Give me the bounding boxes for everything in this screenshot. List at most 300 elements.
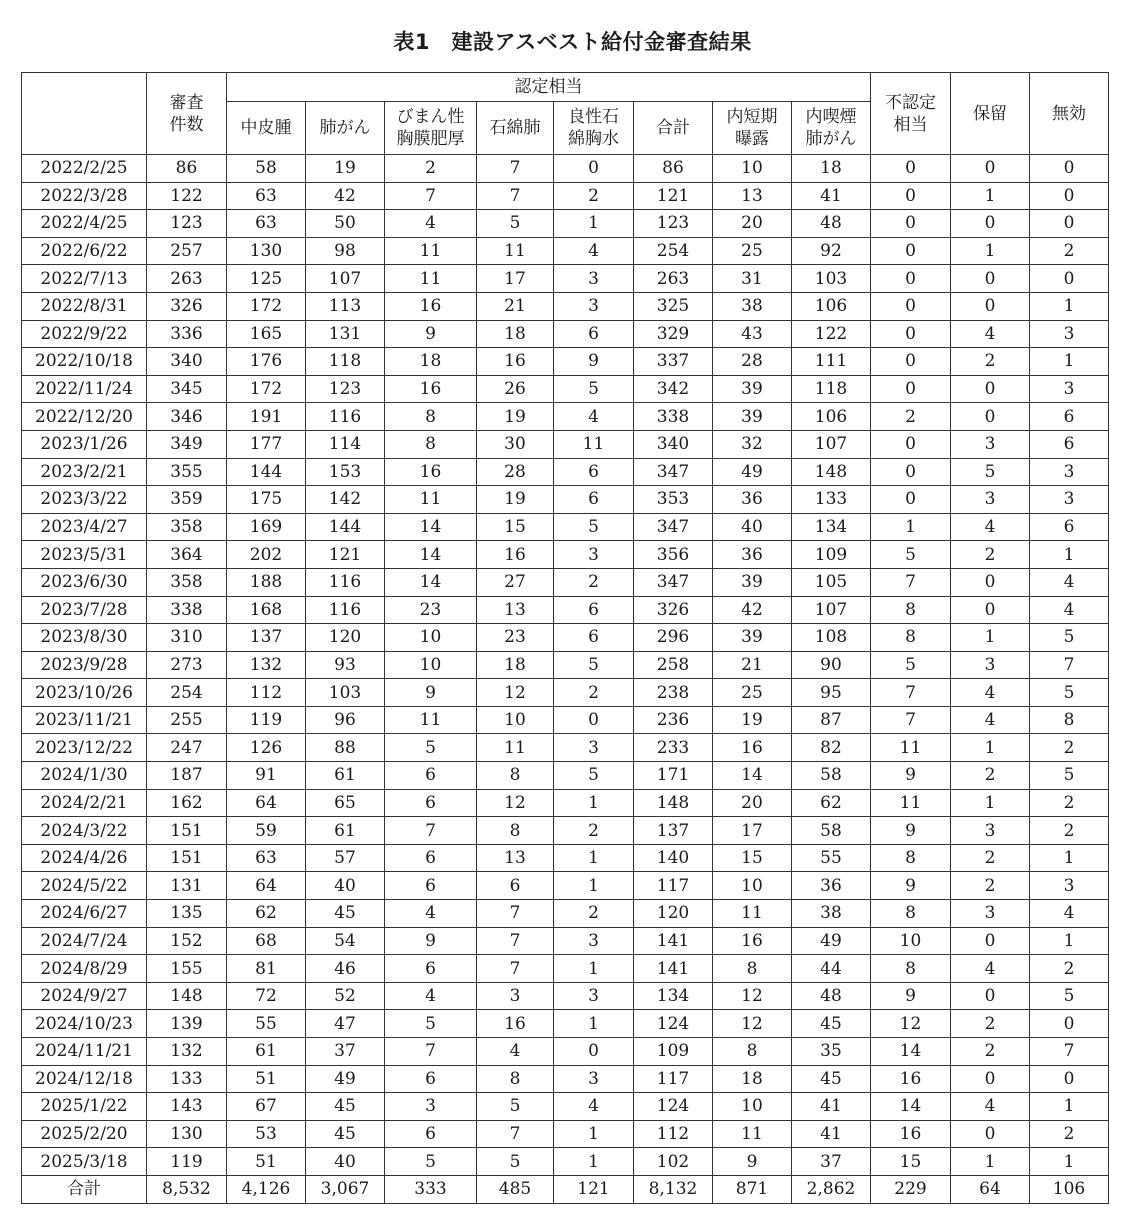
cell-not-certified: 12	[871, 1010, 951, 1038]
cell-mesothelioma: 202	[227, 541, 306, 569]
cell-asbestosis: 16	[477, 348, 554, 376]
table-row	[22, 320, 1109, 348]
asbestos-review-table	[21, 72, 1109, 1204]
cell-smoking-lung-cancer: 118	[792, 375, 871, 403]
cell-date: 2022/3/28	[22, 182, 147, 210]
cell-pending: 4	[951, 706, 1030, 734]
cell-review-count: 132	[147, 1038, 227, 1066]
cell-asbestosis: 7	[477, 955, 554, 983]
cell-review-count: 122	[147, 182, 227, 210]
cell-not-certified: 10	[871, 927, 951, 955]
cell-subtotal: 123	[634, 210, 713, 238]
cell-pleural-thickening: 7	[385, 182, 477, 210]
cell-date: 2023/7/28	[22, 596, 147, 624]
cell-invalid: 2	[1030, 955, 1109, 983]
cell-smoking-lung-cancer: 82	[792, 734, 871, 762]
cell-pending: 1	[951, 734, 1030, 762]
cell-not-certified: 16	[871, 1065, 951, 1093]
cell-review-count: 133	[147, 1065, 227, 1093]
cell-subtotal: 347	[634, 458, 713, 486]
cell-lung-cancer: 120	[306, 624, 385, 652]
cell-date: 2022/4/25	[22, 210, 147, 238]
cell-review-count: 123	[147, 210, 227, 238]
table-row	[22, 403, 1109, 431]
cell-pleural-thickening: 8	[385, 403, 477, 431]
cell-date: 2024/7/24	[22, 927, 147, 955]
cell-smoking-lung-cancer: 37	[792, 1148, 871, 1176]
cell-mesothelioma: 91	[227, 762, 306, 790]
cell-review-count: 364	[147, 541, 227, 569]
cell-subtotal: 238	[634, 679, 713, 707]
cell-asbestosis: 18	[477, 320, 554, 348]
cell-mesothelioma: 55	[227, 1010, 306, 1038]
cell-mesothelioma: 72	[227, 982, 306, 1010]
cell-review-count: 338	[147, 596, 227, 624]
cell-mesothelioma: 172	[227, 292, 306, 320]
cell-pending: 4	[951, 513, 1030, 541]
cell-short-exposure: 19	[713, 706, 792, 734]
cell-pending: 2	[951, 1010, 1030, 1038]
cell-subtotal: 347	[634, 513, 713, 541]
cell-lung-cancer: 61	[306, 817, 385, 845]
cell-mesothelioma: 63	[227, 844, 306, 872]
cell-pending: 1	[951, 182, 1030, 210]
cell-review-count: 131	[147, 872, 227, 900]
cell-review-count: 155	[147, 955, 227, 983]
cell-short-exposure: 39	[713, 375, 792, 403]
cell-not-certified: 11	[871, 789, 951, 817]
cell-benign-effusion: 1	[554, 1148, 634, 1176]
cell-lung-cancer: 40	[306, 1148, 385, 1176]
cell-benign-effusion: 3	[554, 1065, 634, 1093]
cell-review-count: 263	[147, 265, 227, 293]
cell-smoking-lung-cancer: 133	[792, 486, 871, 514]
cell-mesothelioma: 67	[227, 1093, 306, 1121]
cell-asbestosis: 13	[477, 844, 554, 872]
cell-lung-cancer: 113	[306, 292, 385, 320]
table-row	[22, 1120, 1109, 1148]
cell-pleural-thickening: 10	[385, 624, 477, 652]
cell-date: 2023/8/30	[22, 624, 147, 652]
cell-benign-effusion: 0	[554, 706, 634, 734]
cell-pending: 2	[951, 844, 1030, 872]
cell-pleural-thickening: 16	[385, 458, 477, 486]
cell-mesothelioma: 176	[227, 348, 306, 376]
cell-lung-cancer: 107	[306, 265, 385, 293]
table-row	[22, 1093, 1109, 1121]
cell-short-exposure: 43	[713, 320, 792, 348]
cell-short-exposure: 25	[713, 237, 792, 265]
cell-subtotal: 117	[634, 872, 713, 900]
cell-not-certified: 7	[871, 679, 951, 707]
cell-subtotal: 326	[634, 596, 713, 624]
cell-not-certified: 0	[871, 320, 951, 348]
table-row	[22, 210, 1109, 238]
cell-pleural-thickening: 4	[385, 900, 477, 928]
cell-lung-cancer: 88	[306, 734, 385, 762]
total-date: 合計	[22, 1175, 147, 1203]
cell-pending: 2	[951, 872, 1030, 900]
cell-asbestosis: 7	[477, 1120, 554, 1148]
cell-asbestosis: 17	[477, 265, 554, 293]
cell-lung-cancer: 46	[306, 955, 385, 983]
cell-invalid: 7	[1030, 1038, 1109, 1066]
cell-pending: 1	[951, 237, 1030, 265]
header-benign-effusion	[554, 102, 634, 155]
cell-pleural-thickening: 11	[385, 706, 477, 734]
cell-pleural-thickening: 4	[385, 210, 477, 238]
cell-benign-effusion: 2	[554, 817, 634, 845]
table-row	[22, 458, 1109, 486]
table-row	[22, 844, 1109, 872]
cell-smoking-lung-cancer: 122	[792, 320, 871, 348]
cell-benign-effusion: 3	[554, 292, 634, 320]
cell-subtotal: 171	[634, 762, 713, 790]
cell-mesothelioma: 51	[227, 1148, 306, 1176]
cell-invalid: 6	[1030, 430, 1109, 458]
cell-not-certified: 9	[871, 762, 951, 790]
cell-subtotal: 124	[634, 1093, 713, 1121]
cell-not-certified: 0	[871, 155, 951, 183]
cell-invalid: 3	[1030, 872, 1109, 900]
cell-short-exposure: 9	[713, 1148, 792, 1176]
cell-invalid: 1	[1030, 844, 1109, 872]
cell-subtotal: 325	[634, 292, 713, 320]
cell-short-exposure: 36	[713, 486, 792, 514]
cell-mesothelioma: 62	[227, 900, 306, 928]
cell-pleural-thickening: 23	[385, 596, 477, 624]
cell-date: 2024/12/18	[22, 1065, 147, 1093]
total-pleural-thickening: 333	[385, 1175, 477, 1203]
cell-mesothelioma: 61	[227, 1038, 306, 1066]
cell-smoking-lung-cancer: 107	[792, 596, 871, 624]
cell-pending: 3	[951, 486, 1030, 514]
cell-review-count: 151	[147, 817, 227, 845]
cell-pending: 3	[951, 900, 1030, 928]
cell-not-certified: 16	[871, 1120, 951, 1148]
cell-lung-cancer: 47	[306, 1010, 385, 1038]
cell-invalid: 4	[1030, 568, 1109, 596]
cell-not-certified: 9	[871, 982, 951, 1010]
cell-asbestosis: 27	[477, 568, 554, 596]
cell-asbestosis: 11	[477, 237, 554, 265]
cell-asbestosis: 7	[477, 900, 554, 928]
cell-not-certified: 0	[871, 292, 951, 320]
cell-pleural-thickening: 6	[385, 1120, 477, 1148]
cell-benign-effusion: 3	[554, 265, 634, 293]
total-benign-effusion: 121	[554, 1175, 634, 1203]
cell-smoking-lung-cancer: 62	[792, 789, 871, 817]
cell-mesothelioma: 64	[227, 872, 306, 900]
cell-benign-effusion: 1	[554, 955, 634, 983]
cell-lung-cancer: 52	[306, 982, 385, 1010]
cell-benign-effusion: 1	[554, 844, 634, 872]
cell-not-certified: 0	[871, 430, 951, 458]
cell-benign-effusion: 1	[554, 1120, 634, 1148]
cell-asbestosis: 5	[477, 1093, 554, 1121]
cell-benign-effusion: 3	[554, 982, 634, 1010]
cell-lung-cancer: 42	[306, 182, 385, 210]
cell-mesothelioma: 63	[227, 182, 306, 210]
cell-smoking-lung-cancer: 49	[792, 927, 871, 955]
cell-short-exposure: 8	[713, 955, 792, 983]
cell-review-count: 255	[147, 706, 227, 734]
cell-asbestosis: 7	[477, 182, 554, 210]
cell-mesothelioma: 81	[227, 955, 306, 983]
cell-lung-cancer: 153	[306, 458, 385, 486]
cell-smoking-lung-cancer: 108	[792, 624, 871, 652]
cell-benign-effusion: 2	[554, 679, 634, 707]
cell-date: 2024/4/26	[22, 844, 147, 872]
total-pending: 64	[951, 1175, 1030, 1203]
cell-invalid: 1	[1030, 348, 1109, 376]
cell-date: 2025/3/18	[22, 1148, 147, 1176]
header-short-exposure-line1: 内短期	[726, 107, 778, 127]
cell-mesothelioma: 172	[227, 375, 306, 403]
cell-review-count: 130	[147, 1120, 227, 1148]
cell-smoking-lung-cancer: 38	[792, 900, 871, 928]
cell-lung-cancer: 116	[306, 596, 385, 624]
cell-subtotal: 338	[634, 403, 713, 431]
cell-asbestosis: 26	[477, 375, 554, 403]
cell-not-certified: 0	[871, 458, 951, 486]
header-review-count-line1: 審査	[169, 92, 204, 113]
cell-asbestosis: 4	[477, 1038, 554, 1066]
cell-date: 2024/6/27	[22, 900, 147, 928]
cell-lung-cancer: 103	[306, 679, 385, 707]
cell-smoking-lung-cancer: 48	[792, 982, 871, 1010]
cell-smoking-lung-cancer: 148	[792, 458, 871, 486]
cell-invalid: 2	[1030, 1120, 1109, 1148]
cell-pending: 4	[951, 679, 1030, 707]
cell-date: 2024/8/29	[22, 955, 147, 983]
cell-date: 2023/6/30	[22, 568, 147, 596]
cell-pleural-thickening: 2	[385, 155, 477, 183]
table-row	[22, 182, 1109, 210]
header-invalid: 無効	[1030, 73, 1109, 155]
cell-subtotal: 353	[634, 486, 713, 514]
cell-subtotal: 340	[634, 430, 713, 458]
cell-review-count: 326	[147, 292, 227, 320]
cell-not-certified: 0	[871, 210, 951, 238]
cell-benign-effusion: 0	[554, 1038, 634, 1066]
cell-mesothelioma: 144	[227, 458, 306, 486]
total-asbestosis: 485	[477, 1175, 554, 1203]
cell-smoking-lung-cancer: 107	[792, 430, 871, 458]
cell-invalid: 3	[1030, 486, 1109, 514]
cell-benign-effusion: 6	[554, 624, 634, 652]
cell-invalid: 1	[1030, 1093, 1109, 1121]
cell-invalid: 5	[1030, 762, 1109, 790]
cell-smoking-lung-cancer: 44	[792, 955, 871, 983]
cell-pleural-thickening: 6	[385, 955, 477, 983]
cell-short-exposure: 28	[713, 348, 792, 376]
cell-invalid: 3	[1030, 458, 1109, 486]
cell-short-exposure: 13	[713, 182, 792, 210]
cell-pleural-thickening: 6	[385, 1065, 477, 1093]
cell-subtotal: 137	[634, 817, 713, 845]
cell-smoking-lung-cancer: 41	[792, 1093, 871, 1121]
header-smoking-lung-cancer-line1: 内喫煙	[805, 107, 857, 127]
cell-mesothelioma: 58	[227, 155, 306, 183]
cell-mesothelioma: 51	[227, 1065, 306, 1093]
cell-invalid: 8	[1030, 706, 1109, 734]
cell-review-count: 254	[147, 679, 227, 707]
cell-mesothelioma: 132	[227, 651, 306, 679]
cell-benign-effusion: 4	[554, 403, 634, 431]
cell-asbestosis: 18	[477, 651, 554, 679]
cell-mesothelioma: 165	[227, 320, 306, 348]
cell-subtotal: 254	[634, 237, 713, 265]
cell-review-count: 358	[147, 513, 227, 541]
cell-invalid: 3	[1030, 320, 1109, 348]
cell-pleural-thickening: 10	[385, 651, 477, 679]
cell-subtotal: 117	[634, 1065, 713, 1093]
cell-not-certified: 8	[871, 844, 951, 872]
cell-not-certified: 1	[871, 513, 951, 541]
header-date	[22, 73, 147, 155]
cell-mesothelioma: 137	[227, 624, 306, 652]
cell-short-exposure: 16	[713, 927, 792, 955]
table-row	[22, 596, 1109, 624]
cell-smoking-lung-cancer: 105	[792, 568, 871, 596]
table-row	[22, 155, 1109, 183]
cell-date: 2024/1/30	[22, 762, 147, 790]
cell-benign-effusion: 5	[554, 513, 634, 541]
table-row	[22, 486, 1109, 514]
header-subtotal: 合計	[634, 102, 713, 155]
cell-not-certified: 7	[871, 706, 951, 734]
cell-benign-effusion: 4	[554, 237, 634, 265]
cell-short-exposure: 42	[713, 596, 792, 624]
cell-date: 2025/1/22	[22, 1093, 147, 1121]
cell-benign-effusion: 1	[554, 789, 634, 817]
table-row	[22, 651, 1109, 679]
cell-review-count: 247	[147, 734, 227, 762]
cell-pleural-thickening: 16	[385, 375, 477, 403]
cell-short-exposure: 21	[713, 651, 792, 679]
table-row	[22, 265, 1109, 293]
cell-smoking-lung-cancer: 90	[792, 651, 871, 679]
cell-mesothelioma: 168	[227, 596, 306, 624]
table-row	[22, 237, 1109, 265]
cell-invalid: 4	[1030, 596, 1109, 624]
cell-not-certified: 0	[871, 486, 951, 514]
cell-review-count: 273	[147, 651, 227, 679]
cell-date: 2022/9/22	[22, 320, 147, 348]
table-row	[22, 541, 1109, 569]
cell-pleural-thickening: 9	[385, 679, 477, 707]
cell-not-certified: 14	[871, 1038, 951, 1066]
cell-subtotal: 120	[634, 900, 713, 928]
cell-benign-effusion: 4	[554, 1093, 634, 1121]
cell-short-exposure: 8	[713, 1038, 792, 1066]
header-smoking-lung-cancer-line2: 肺がん	[805, 129, 857, 149]
table-row	[22, 1038, 1109, 1066]
cell-asbestosis: 13	[477, 596, 554, 624]
cell-asbestosis: 12	[477, 679, 554, 707]
cell-mesothelioma: 119	[227, 706, 306, 734]
cell-pending: 0	[951, 1065, 1030, 1093]
cell-asbestosis: 7	[477, 155, 554, 183]
cell-smoking-lung-cancer: 103	[792, 265, 871, 293]
cell-short-exposure: 20	[713, 210, 792, 238]
cell-date: 2022/11/24	[22, 375, 147, 403]
cell-pending: 2	[951, 1038, 1030, 1066]
cell-short-exposure: 15	[713, 844, 792, 872]
cell-short-exposure: 31	[713, 265, 792, 293]
cell-not-certified: 0	[871, 348, 951, 376]
cell-subtotal: 329	[634, 320, 713, 348]
cell-asbestosis: 8	[477, 817, 554, 845]
cell-date: 2023/3/22	[22, 486, 147, 514]
cell-date: 2023/5/31	[22, 541, 147, 569]
table-row	[22, 927, 1109, 955]
cell-not-certified: 8	[871, 624, 951, 652]
cell-short-exposure: 11	[713, 900, 792, 928]
table-title: 表1 建設アスベスト給付金審査結果	[393, 30, 752, 54]
cell-mesothelioma: 64	[227, 789, 306, 817]
table-row	[22, 1065, 1109, 1093]
cell-not-certified: 0	[871, 375, 951, 403]
cell-review-count: 143	[147, 1093, 227, 1121]
cell-subtotal: 258	[634, 651, 713, 679]
cell-pleural-thickening: 16	[385, 292, 477, 320]
cell-invalid: 2	[1030, 734, 1109, 762]
cell-pleural-thickening: 14	[385, 513, 477, 541]
table-row	[22, 1148, 1109, 1176]
cell-lung-cancer: 45	[306, 1093, 385, 1121]
cell-asbestosis: 19	[477, 403, 554, 431]
cell-invalid: 2	[1030, 817, 1109, 845]
cell-invalid: 0	[1030, 1010, 1109, 1038]
cell-lung-cancer: 19	[306, 155, 385, 183]
cell-pleural-thickening: 8	[385, 430, 477, 458]
cell-benign-effusion: 3	[554, 927, 634, 955]
cell-short-exposure: 17	[713, 817, 792, 845]
cell-asbestosis: 12	[477, 789, 554, 817]
cell-date: 2022/6/22	[22, 237, 147, 265]
cell-pending: 1	[951, 789, 1030, 817]
cell-not-certified: 11	[871, 734, 951, 762]
cell-review-count: 86	[147, 155, 227, 183]
header-not-certified-line2: 相当	[893, 114, 928, 135]
cell-subtotal: 141	[634, 955, 713, 983]
cell-mesothelioma: 130	[227, 237, 306, 265]
cell-date: 2024/10/23	[22, 1010, 147, 1038]
cell-subtotal: 102	[634, 1148, 713, 1176]
cell-mesothelioma: 112	[227, 679, 306, 707]
total-subtotal: 8,132	[634, 1175, 713, 1203]
cell-pleural-thickening: 5	[385, 1010, 477, 1038]
cell-lung-cancer: 93	[306, 651, 385, 679]
cell-lung-cancer: 57	[306, 844, 385, 872]
cell-lung-cancer: 114	[306, 430, 385, 458]
cell-not-certified: 0	[871, 237, 951, 265]
cell-smoking-lung-cancer: 35	[792, 1038, 871, 1066]
header-mesothelioma: 中皮腫	[227, 102, 306, 155]
cell-date: 2023/2/21	[22, 458, 147, 486]
cell-benign-effusion: 1	[554, 210, 634, 238]
cell-pending: 0	[951, 265, 1030, 293]
cell-benign-effusion: 9	[554, 348, 634, 376]
cell-short-exposure: 11	[713, 1120, 792, 1148]
cell-benign-effusion: 6	[554, 458, 634, 486]
cell-invalid: 6	[1030, 513, 1109, 541]
cell-pleural-thickening: 14	[385, 541, 477, 569]
cell-short-exposure: 20	[713, 789, 792, 817]
table-row	[22, 348, 1109, 376]
